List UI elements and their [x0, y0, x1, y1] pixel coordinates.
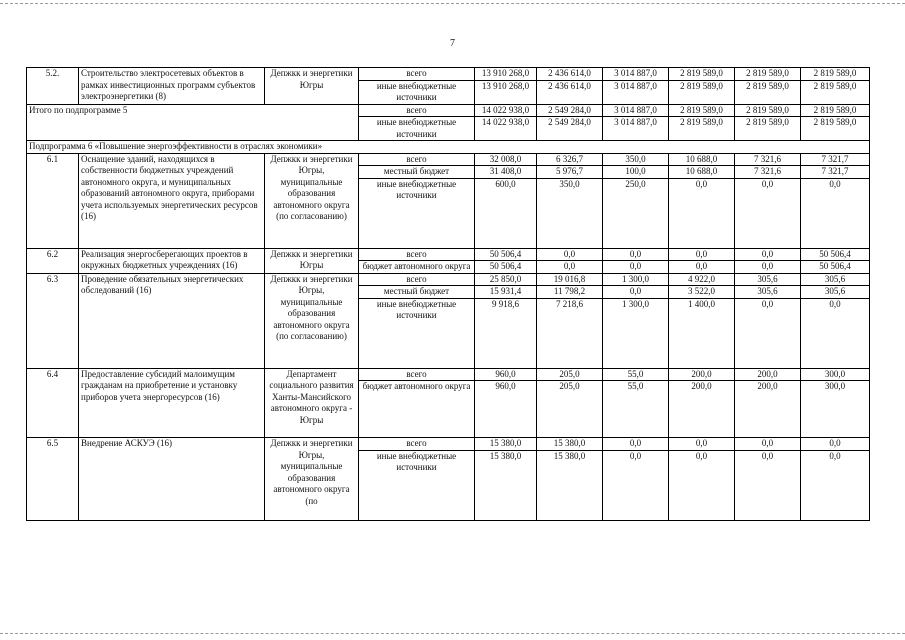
value-cell: 200,0: [735, 381, 801, 438]
value-cell: 4 922,0: [669, 273, 735, 286]
value-cell: 7 321,6: [735, 166, 801, 179]
value-cell: 0,0: [801, 178, 870, 248]
value-cell: 2 819 589,0: [801, 68, 870, 81]
value-cell: 7 218,6: [537, 298, 603, 368]
value-cell: 13 910 268,0: [475, 80, 537, 104]
value-cell: 55,0: [603, 368, 669, 381]
value-cell: 2 819 589,0: [669, 68, 735, 81]
value-cell: 2 436 614,0: [537, 80, 603, 104]
value-cell: 200,0: [735, 368, 801, 381]
source-label: всего: [359, 438, 475, 451]
value-cell: 25 850,0: [475, 273, 537, 286]
row-executor: Депжкк и энергетики Югры: [265, 68, 359, 105]
row-code: 6.1: [27, 153, 79, 248]
table-row: [27, 438, 870, 451]
value-cell: 0,0: [735, 298, 801, 368]
value-cell: 0,0: [735, 438, 801, 451]
value-cell: 2 819 589,0: [801, 104, 870, 117]
value-cell: 0,0: [537, 261, 603, 274]
value-cell: 14 022 938,0: [475, 104, 537, 117]
value-cell: 305,6: [735, 273, 801, 286]
value-cell: 3 014 887,0: [603, 104, 669, 117]
top-edge-rule: [0, 3, 905, 4]
source-label: всего: [359, 68, 475, 81]
source-label: всего: [359, 273, 475, 286]
value-cell: 3 014 887,0: [603, 117, 669, 141]
value-cell: 55,0: [603, 381, 669, 438]
value-cell: 0,0: [735, 178, 801, 248]
page-number: 7: [450, 38, 455, 49]
value-cell: 2 819 589,0: [735, 80, 801, 104]
row-name: Предоставление субсидий малоимущим гражданам на приобретение и установку приборов учета энергоресурсов (16): [79, 368, 265, 438]
source-label: бюджет автономного округа: [359, 381, 475, 438]
source-label: иные внебюджетные источники: [359, 298, 475, 368]
table-row: [27, 273, 870, 286]
value-cell: 10 688,0: [669, 153, 735, 166]
value-cell: 50 506,4: [801, 261, 870, 274]
value-cell: 0,0: [669, 450, 735, 520]
value-cell: 0,0: [801, 438, 870, 451]
value-cell: 13 910 268,0: [475, 68, 537, 81]
source-label: иные внебюджетные источники: [359, 117, 475, 141]
table-row: [27, 248, 870, 261]
value-cell: 0,0: [735, 248, 801, 261]
value-cell: 14 022 938,0: [475, 117, 537, 141]
value-cell: 50 506,4: [475, 248, 537, 261]
value-cell: 32 008,0: [475, 153, 537, 166]
value-cell: 15 380,0: [537, 438, 603, 451]
row-executor: Департамент социального развития Ханты-Мансийского автономного округа - Югры: [265, 368, 359, 438]
value-cell: 3 014 887,0: [603, 68, 669, 81]
source-label: иные внебюджетные источники: [359, 80, 475, 104]
bottom-edge-rule: [0, 633, 905, 634]
value-cell: 0,0: [669, 248, 735, 261]
value-cell: 15 380,0: [475, 438, 537, 451]
value-cell: 5 976,7: [537, 166, 603, 179]
value-cell: 0,0: [801, 450, 870, 520]
row-name: Оснащение зданий, находящихся в собственности бюджетных учреждений автономного округа, и муниципальных образований автономного округа, приборами учета используемых энергетических ресурсов (16): [79, 153, 265, 248]
value-cell: 11 798,2: [537, 286, 603, 299]
source-label: иные внебюджетные источники: [359, 450, 475, 520]
row-code: 6.5: [27, 438, 79, 521]
value-cell: 2 549 284,0: [537, 104, 603, 117]
row-name: Внедрение АСКУЭ (16): [79, 438, 265, 521]
source-label: всего: [359, 153, 475, 166]
row-code: 6.2: [27, 248, 79, 273]
value-cell: 2 819 589,0: [669, 80, 735, 104]
source-label: иные внебюджетные источники: [359, 178, 475, 248]
value-cell: 0,0: [669, 438, 735, 451]
value-cell: 3 522,0: [669, 286, 735, 299]
row-executor: Депжкк и энергетики Югры, муниципальные образования автономного округа (по согласованию): [265, 273, 359, 368]
value-cell: 2 819 589,0: [735, 117, 801, 141]
value-cell: 2 819 589,0: [801, 80, 870, 104]
row-code: 6.4: [27, 368, 79, 438]
value-cell: 250,0: [603, 178, 669, 248]
value-cell: 0,0: [735, 261, 801, 274]
value-cell: 0,0: [603, 438, 669, 451]
table-row: [27, 141, 870, 154]
value-cell: 7 321,7: [801, 166, 870, 179]
value-cell: 0,0: [603, 286, 669, 299]
value-cell: 50 506,4: [475, 261, 537, 274]
value-cell: 9 918,6: [475, 298, 537, 368]
value-cell: 0,0: [669, 261, 735, 274]
value-cell: 2 819 589,0: [735, 68, 801, 81]
row-name: Реализация энергосберегающих проектов в окружных бюджетных учреждениях (16): [79, 248, 265, 273]
table-row: [27, 104, 870, 117]
value-cell: 200,0: [669, 381, 735, 438]
value-cell: 0,0: [603, 450, 669, 520]
value-cell: 2 819 589,0: [669, 117, 735, 141]
source-label: всего: [359, 368, 475, 381]
row-executor: Депжкк и энергетики Югры: [265, 248, 359, 273]
source-label: местный бюджет: [359, 166, 475, 179]
value-cell: 6 326,7: [537, 153, 603, 166]
row-code: 6.3: [27, 273, 79, 368]
subtotal-label: Итого по подпрограмме 5: [27, 104, 359, 141]
value-cell: 10 688,0: [669, 166, 735, 179]
value-cell: 7 321,7: [801, 153, 870, 166]
value-cell: 15 931,4: [475, 286, 537, 299]
value-cell: 600,0: [475, 178, 537, 248]
value-cell: 2 549 284,0: [537, 117, 603, 141]
source-label: бюджет автономного округа: [359, 261, 475, 274]
value-cell: 205,0: [537, 381, 603, 438]
value-cell: 305,6: [801, 273, 870, 286]
value-cell: 2 436 614,0: [537, 68, 603, 81]
value-cell: 960,0: [475, 368, 537, 381]
value-cell: 960,0: [475, 381, 537, 438]
value-cell: 0,0: [669, 178, 735, 248]
value-cell: 305,6: [801, 286, 870, 299]
row-code: 5.2.: [27, 68, 79, 105]
table-row: [27, 368, 870, 381]
value-cell: 100,0: [603, 166, 669, 179]
value-cell: 15 380,0: [537, 450, 603, 520]
value-cell: 19 016,8: [537, 273, 603, 286]
value-cell: 200,0: [669, 368, 735, 381]
value-cell: 2 819 589,0: [735, 104, 801, 117]
value-cell: 2 819 589,0: [669, 104, 735, 117]
budget-table: [26, 67, 870, 521]
value-cell: 350,0: [603, 153, 669, 166]
value-cell: 305,6: [735, 286, 801, 299]
value-cell: 350,0: [537, 178, 603, 248]
value-cell: 205,0: [537, 368, 603, 381]
row-executor: Депжкк и энергетики Югры, муниципальные образования автономного округа (по согласованию): [265, 153, 359, 248]
value-cell: 1 300,0: [603, 273, 669, 286]
value-cell: 3 014 887,0: [603, 80, 669, 104]
value-cell: 0,0: [603, 261, 669, 274]
table-row: [27, 153, 870, 166]
source-label: всего: [359, 248, 475, 261]
value-cell: 15 380,0: [475, 450, 537, 520]
value-cell: 31 408,0: [475, 166, 537, 179]
value-cell: 50 506,4: [801, 248, 870, 261]
source-label: всего: [359, 104, 475, 117]
value-cell: 0,0: [801, 298, 870, 368]
value-cell: 7 321,6: [735, 153, 801, 166]
value-cell: 300,0: [801, 381, 870, 438]
value-cell: 1 300,0: [603, 298, 669, 368]
value-cell: 2 819 589,0: [801, 117, 870, 141]
value-cell: 0,0: [537, 248, 603, 261]
value-cell: 0,0: [603, 248, 669, 261]
source-label: местный бюджет: [359, 286, 475, 299]
subprogram-heading: Подпрограмма 6 «Повышение энергоэффективности в отраслях экономики»: [27, 141, 870, 154]
table-row: [27, 68, 870, 81]
row-name: Строительство электросетевых объектов в рамках инвестиционных программ субъектов электроэнергетики (8): [79, 68, 265, 105]
row-name: Проведение обязательных энергетических обследований (16): [79, 273, 265, 368]
value-cell: 300,0: [801, 368, 870, 381]
value-cell: 0,0: [735, 450, 801, 520]
value-cell: 1 400,0: [669, 298, 735, 368]
row-executor: Депжкк и энергетики Югры, муниципальные образования автономного округа (по: [265, 438, 359, 521]
